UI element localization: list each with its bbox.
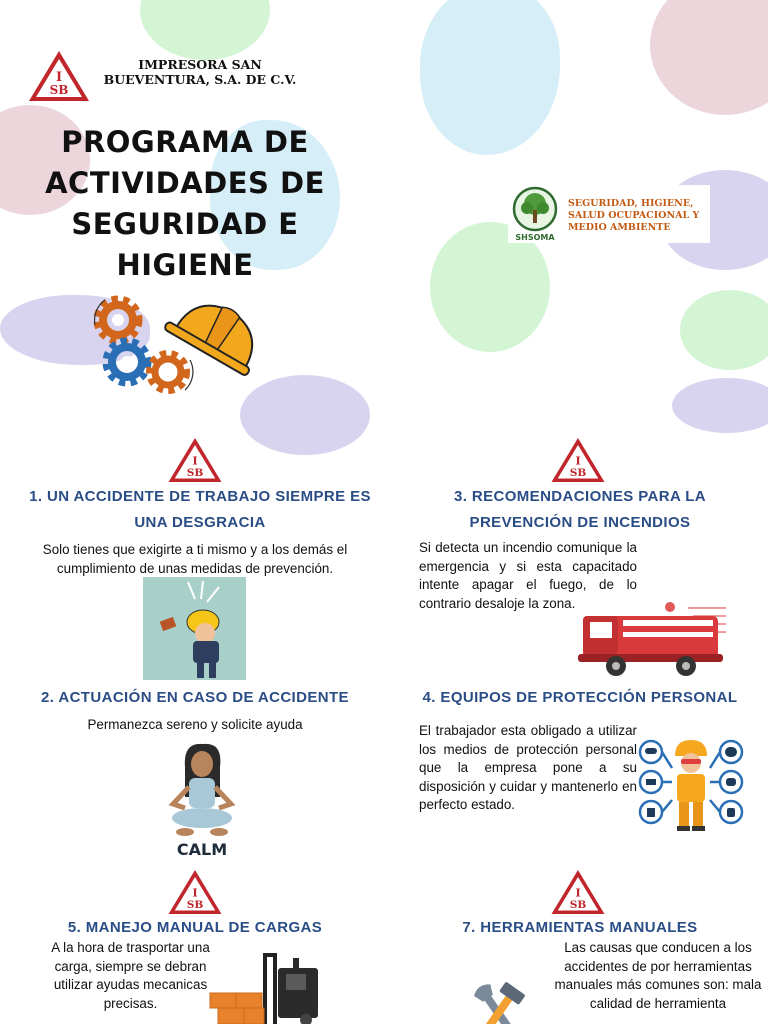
forklift-icon: [208, 948, 333, 1024]
company-logo: [165, 867, 225, 917]
svg-text:SB: SB: [186, 466, 204, 479]
svg-text:I: I: [55, 70, 63, 85]
shesoma-label: SHSOMA: [515, 233, 555, 242]
company-logo: [165, 435, 225, 485]
svg-text:SB: SB: [186, 898, 204, 911]
section-5-title: 5. MANEJO MANUAL DE CARGAS: [67, 919, 323, 936]
decor-blob: [680, 290, 768, 370]
hard-hat-icon: [160, 295, 265, 380]
section-7-body: Las causas que conducen a los accidentes de por herramientas manuales más comunes son: mala calidad de herramienta: [554, 940, 762, 1011]
section-4-body: El trabajador esta obligado a utilizar los medios de protección personal que la empresa pone a su disposición y cuidar y mantenerlo en perfecto estado.: [419, 723, 637, 812]
decor-blob: [140, 0, 270, 60]
svg-text:SB: SB: [569, 466, 587, 479]
decor-blob: [240, 375, 370, 455]
section-3-title: 3. RECOMENDACIONES PARA LA PREVENCIÓN DE INCENDIOS: [453, 488, 707, 531]
svg-text:I: I: [575, 453, 581, 468]
section-1-title: 1. UN ACCIDENTE DE TRABAJO SIEMPRE ES UNA DESGRACIA: [29, 488, 371, 531]
section-2-title: 2. ACTUACIÓN EN CASO DE ACCIDENTE: [41, 689, 349, 706]
shesoma-description: SEGURIDAD, HIGIENE, SALUD OCUPACIONAL Y MEDIO AMBIENTE: [568, 198, 700, 233]
calm-label: CALM: [176, 840, 228, 859]
company-logo: [548, 867, 608, 917]
company-logo: [548, 435, 608, 485]
fire-truck-icon: [578, 598, 728, 678]
decor-blob: [650, 0, 768, 115]
meditating-person-illustration: [165, 742, 240, 842]
company-logo: [25, 48, 93, 104]
decor-blob: [672, 378, 768, 433]
svg-text:SB: SB: [49, 83, 69, 97]
svg-text:I: I: [575, 885, 581, 900]
svg-text:SB: SB: [569, 898, 587, 911]
section-7-title: 7. HERRAMIENTAS MANUALES: [462, 919, 698, 936]
tools-icon: [462, 978, 542, 1024]
svg-text:I: I: [192, 885, 198, 900]
page-title: PROGRAMA DE ACTIVIDADES DE SEGURIDAD E HIGIENE: [45, 125, 325, 282]
company-name: IMPRESORA SAN BUEVENTURA, S.A. DE C.V.: [103, 57, 297, 87]
section-2-body: Permanezca sereno y solicite ayuda: [87, 717, 303, 732]
tree-icon: [512, 186, 558, 232]
section-4-title: 4. EQUIPOS DE PROTECCIÓN PERSONAL: [422, 689, 738, 706]
section-1-body: Solo tienes que exigirte a ti mismo y a los demás el cumplimiento de unas medidas de prevención.: [42, 542, 348, 576]
protective-equipment-icon: [637, 738, 747, 833]
decor-blob: [420, 0, 560, 155]
svg-text:I: I: [192, 453, 198, 468]
section-3-body: Si detecta un incendio comunique la emergencia y si esta capacitado intente apagar el fuego, de lo contrario desaloje la zona.: [419, 540, 637, 611]
section-5-body: A la hora de trasportar una carga, siempre se debran utilizar ayudas mecanicas precisas.: [51, 940, 210, 1011]
worker-accident-illustration: [143, 577, 246, 680]
